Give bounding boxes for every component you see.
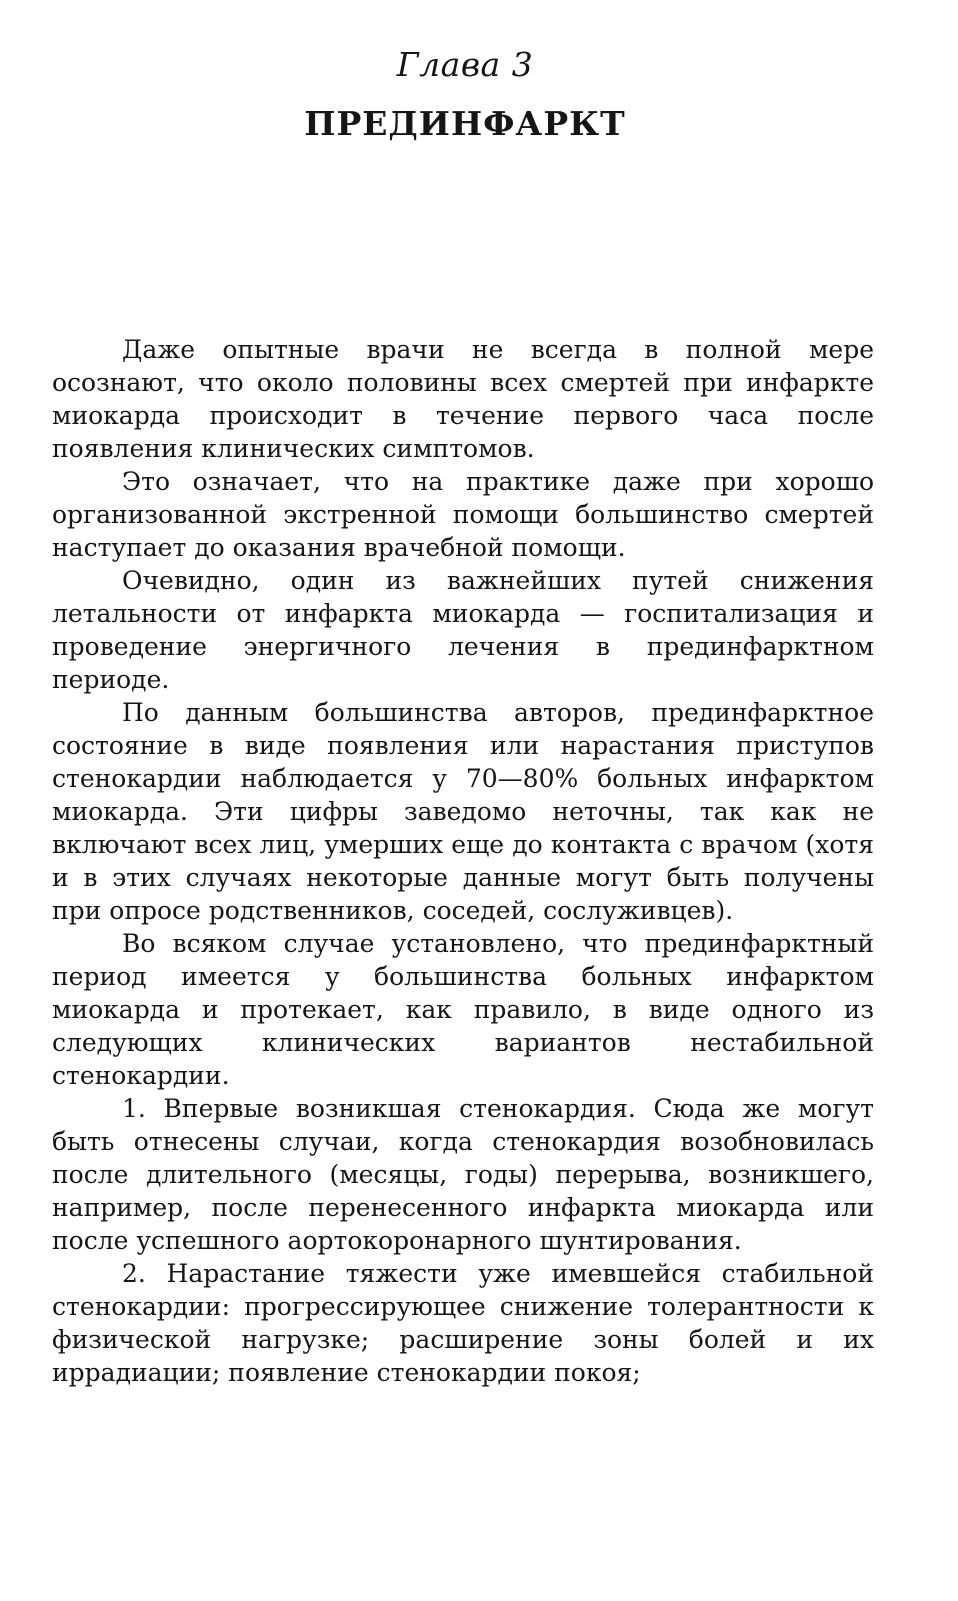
paragraph: 1. Впервые возникшая стенокардия. Сюда же могут быть отнесены случаи, когда стенокардия возобновилась после длительного (месяцы, годы) перерыва, возникшего, например, после перенесенного инфаркта миокарда или после успешного аортокоронарного шунтирования. <box>52 1094 874 1255</box>
paragraph: Во всяком случае установлено, что прединфарктный период имеется у большинства больных инфарктом миокарда и протекает, как правило, в виде одного из следующих клинических вариантов нестабильной стенокардии. <box>52 929 874 1090</box>
paragraph: Очевидно, один из важнейших путей снижения летальности от инфаркта миокарда — госпитализация и проведение энергичного лечения в прединфарктном периоде. <box>52 566 874 694</box>
chapter-label: Глава 3 <box>396 45 534 84</box>
paragraph: Это означает, что на практике даже при хорошо организованной экстренной помощи большинство смертей наступает до оказания врачебной помощи. <box>52 467 874 562</box>
paragraph: По данным большинства авторов, прединфарктное состояние в виде появления или нарастания приступов стенокардии наблюдается у 70—80% больных инфарктом миокарда. Эти цифры заведомо неточны, так как не включают всех лиц, умерших еще до контакта с врачом (хотя и в этих случаях некоторые данные могут быть получены при опросе родственников, соседей, сослуживцев). <box>52 698 874 925</box>
paragraph: 2. Нарастание тяжести уже имевшейся стабильной стенокардии: прогрессирующее снижение толерантности к физической нагрузке; расширение зоны болей и их иррадиации; появление стенокардии покоя; <box>52 1259 874 1387</box>
paragraph: Даже опытные врачи не всегда в полной мере осознают, что около половины всех смертей при инфаркте миокарда происходит в течение первого часа после появления клинических симптомов. <box>52 335 874 463</box>
chapter-title: ПРЕДИНФАРКТ <box>304 104 626 143</box>
body-text <box>52 333 874 1389</box>
